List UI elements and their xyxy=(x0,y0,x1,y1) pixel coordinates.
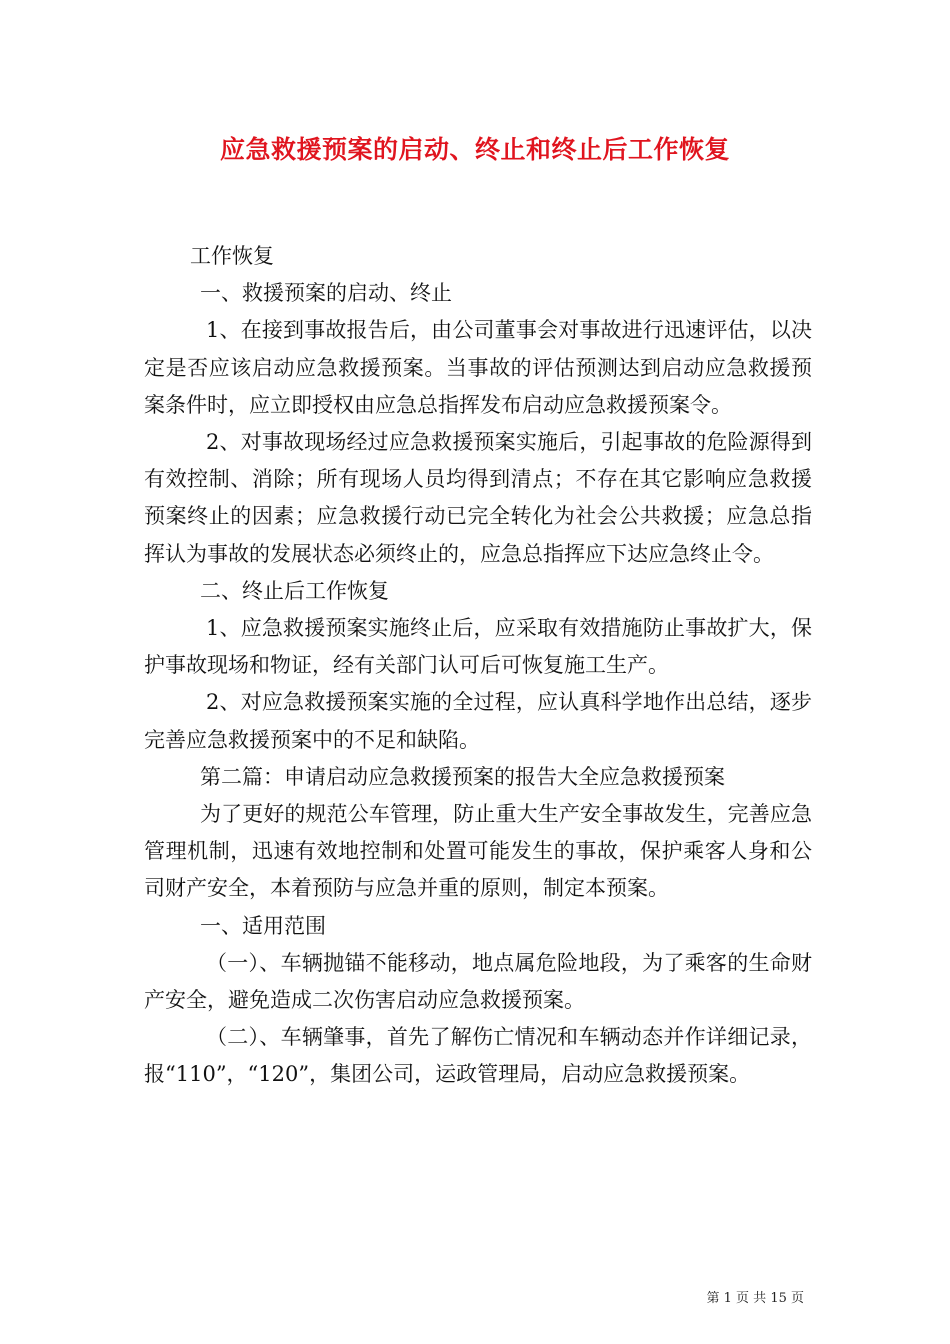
section-heading: 第二篇：申请启动应急救援预案的报告大全应急救援预案 xyxy=(200,764,725,789)
paragraph: 2、对事故现场经过应急救援预案实施后，引起事故的危险源得到有效控制、消除；所有现场人员均得到清点；不存在其它影响应急救援预案终止的因素；应急救援行动已完全转化为社会公共救援；应急总指挥认为事故的发展状态必须终止的，应急总指挥应下达应急终止令。 xyxy=(144,430,812,566)
paragraph: 1、在接到事故报告后，由公司董事会对事故进行迅速评估，以决定是否应该启动应急救援预案。当事故的评估预测达到启动应急救援预案条件时，应立即授权由应急总指挥发布启动应急救援预案令。 xyxy=(144,318,812,417)
document-body xyxy=(144,238,812,1094)
paragraph: 1、应急救援预案实施终止后，应采取有效措施防止事故扩大，保护事故现场和物证，经有关部门认可后可恢复施工生产。 xyxy=(144,616,812,678)
paragraph: 为了更好的规范公车管理，防止重大生产安全事故发生，完善应急管理机制，迅速有效地控制和处置可能发生的事故，保护乘客人身和公司财产安全，本着预防与应急并重的原则，制定本预案。 xyxy=(144,802,812,901)
section-heading: 二、终止后工作恢复 xyxy=(200,578,389,603)
paragraph: 2、对应急救援预案实施的全过程，应认真科学地作出总结，逐步完善应急救援预案中的不足和缺陷。 xyxy=(144,690,812,752)
paragraph: 工作恢复 xyxy=(190,244,274,268)
paragraph: （二）、车辆肇事，首先了解伤亡情况和车辆动态并作详细记录，报“110”，“120”，集团公司，运政管理局，启动应急救援预案。 xyxy=(144,1025,812,1087)
section-heading: 一、救援预案的启动、终止 xyxy=(200,281,452,306)
page-number: 第 1 页 共 15 页 xyxy=(706,1291,804,1306)
paragraph: （一）、车辆抛锚不能移动，地点属危险地段，为了乘客的生命财产安全，避免造成二次伤害启动应急救援预案。 xyxy=(144,950,812,1013)
section-heading: 一、适用范围 xyxy=(200,913,326,938)
document-title: 应急救援预案的启动、终止和终止后工作恢复 xyxy=(219,135,730,164)
